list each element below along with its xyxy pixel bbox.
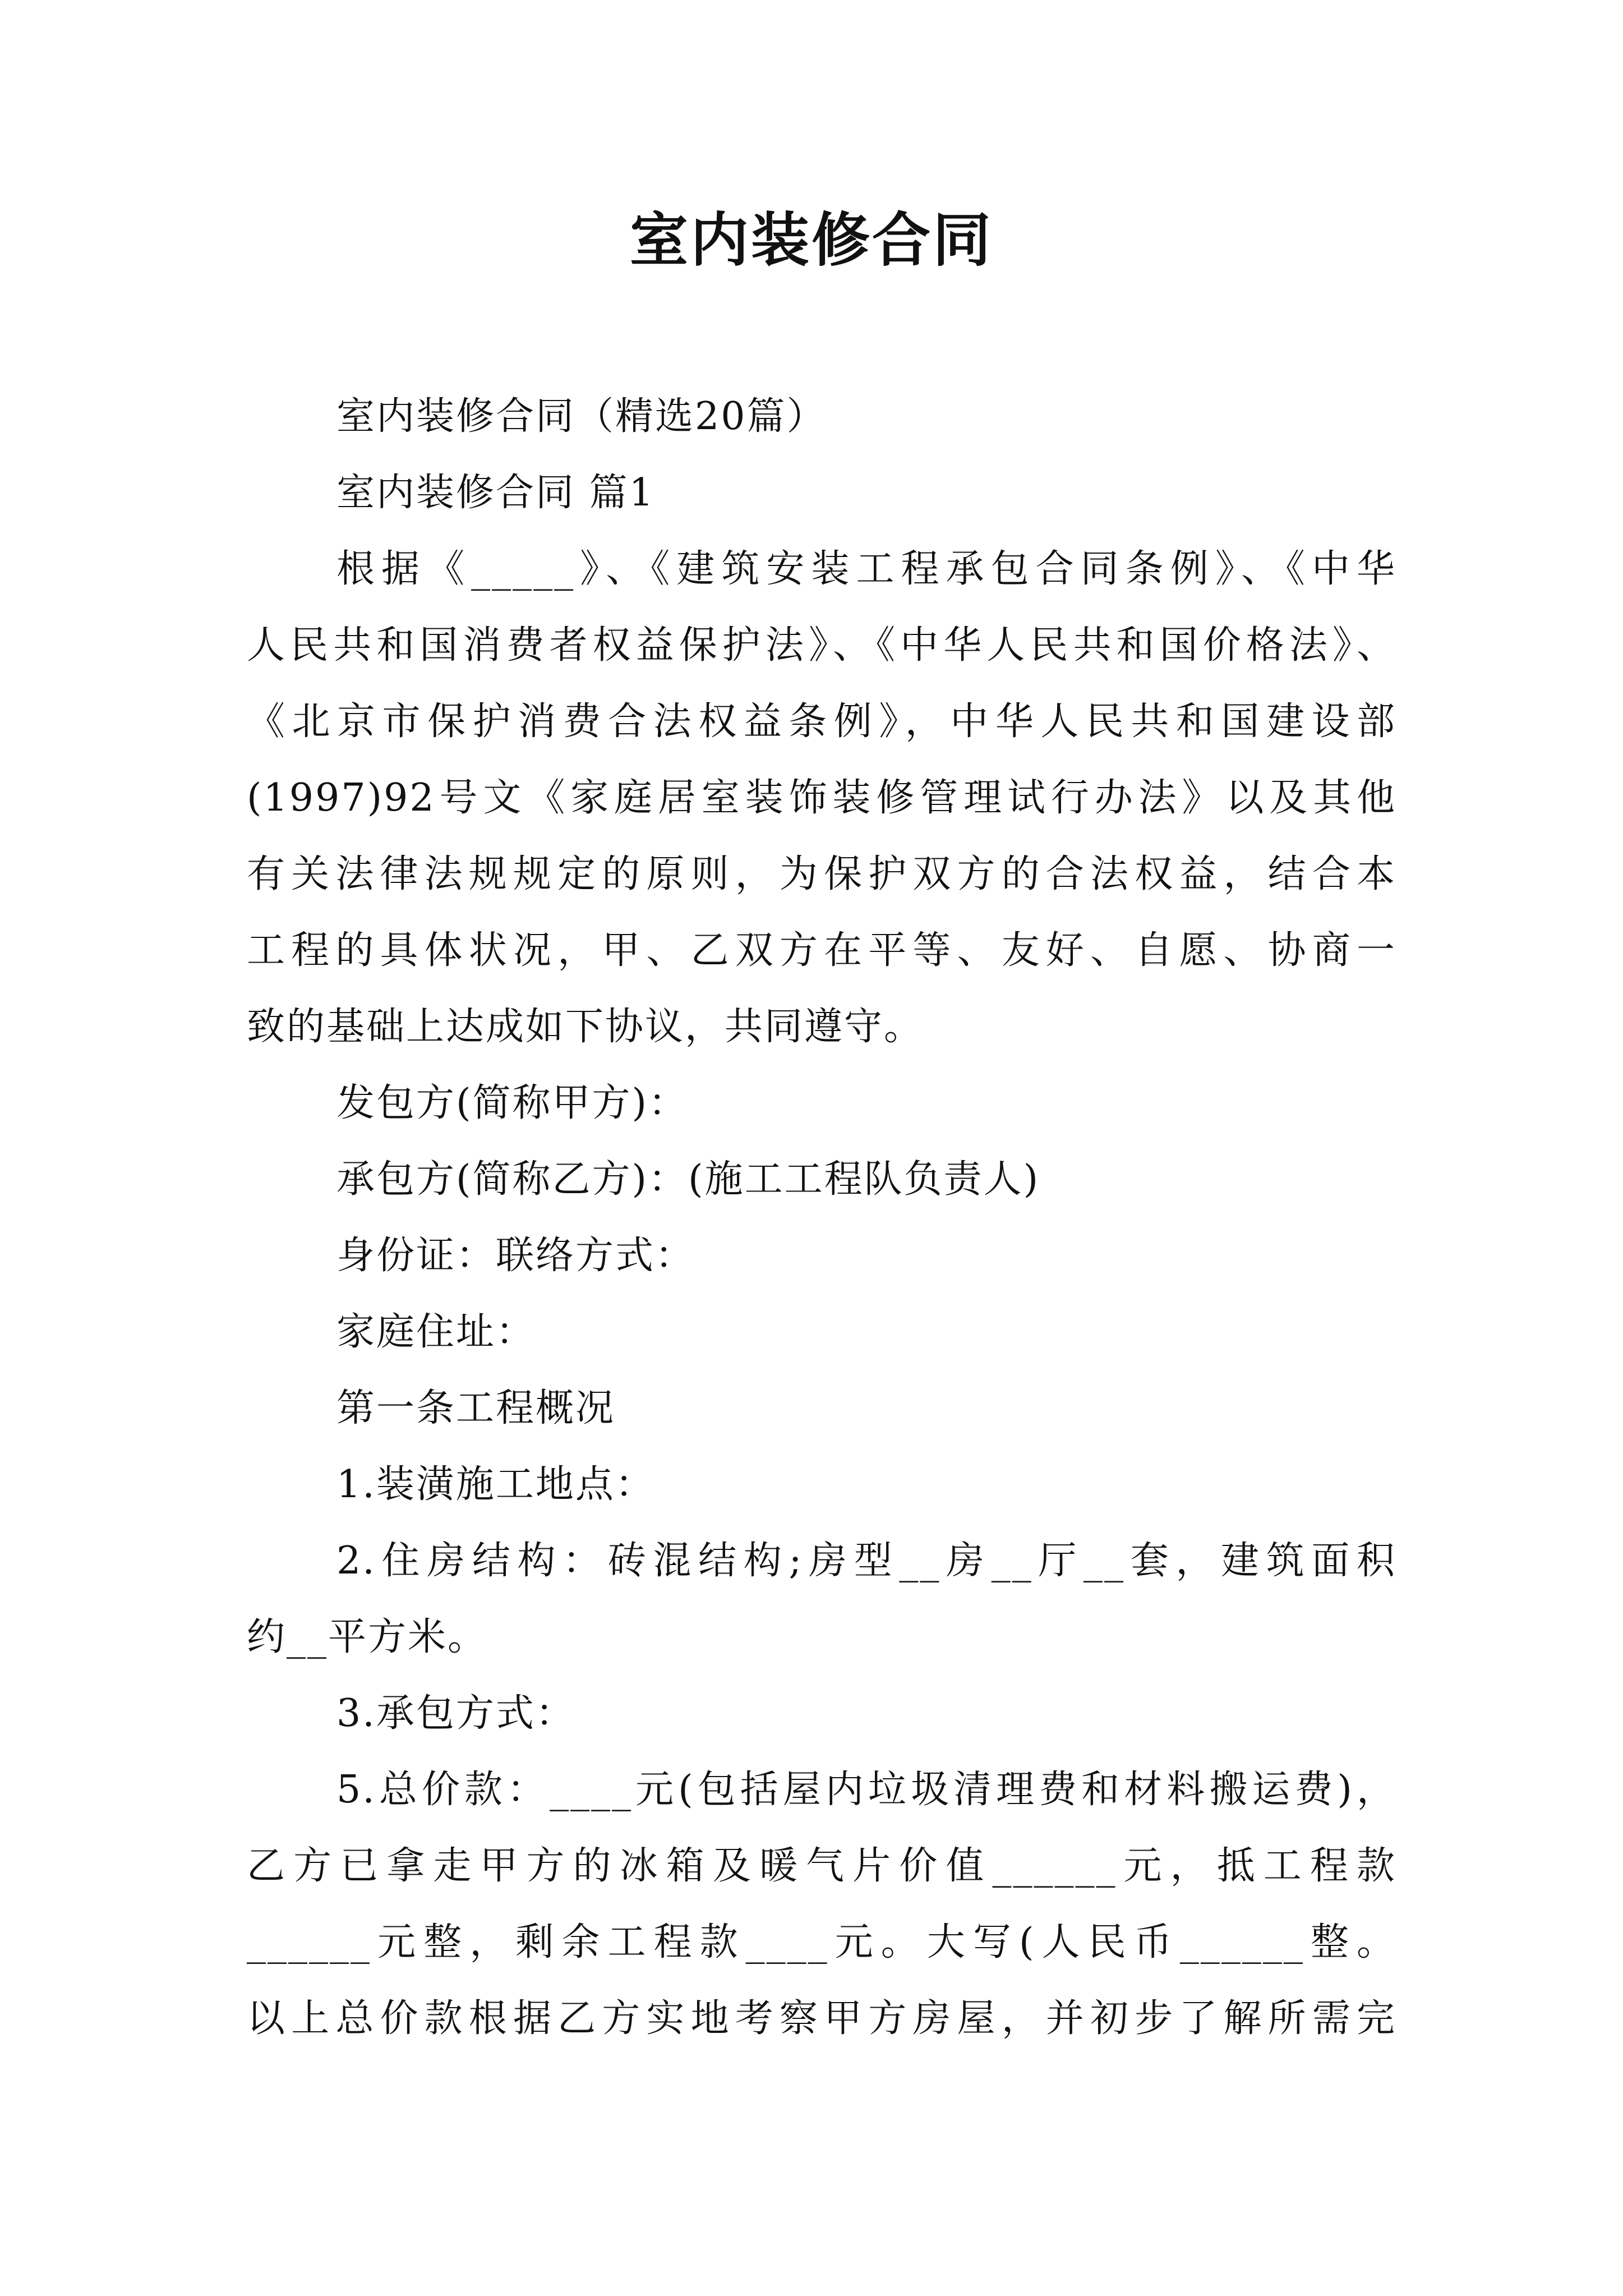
- item-line: 约__平方米。: [247, 1615, 488, 1659]
- paragraph-line: 工程的具体状况，甲、乙双方在平等、友好、自愿、协商一: [247, 928, 1396, 973]
- document-title: 室内装修合同: [629, 206, 993, 274]
- party-a-line: 发包方(简称甲方)：: [336, 1081, 689, 1125]
- party-b-line: 承包方(简称乙方)：(施工工程队负责人): [336, 1157, 1040, 1202]
- article-heading: 第一条工程概况: [336, 1386, 616, 1430]
- paragraph-line: 人民共和国消费者权益保护法》、《中华人民共和国价格法》、: [247, 623, 1396, 668]
- item-line: 3.承包方式：: [336, 1691, 575, 1736]
- paragraph-line: (1997)92号文《家庭居室装饰装修管理试行办法》以及其他: [247, 776, 1396, 820]
- item-line: 乙方已拿走甲方的冰箱及暖气片价值______元，抵工程款: [247, 1844, 1396, 1888]
- id-contact-line: 身份证：联络方式：: [336, 1234, 695, 1278]
- item-line: ______元整，剩余工程款____元。大写(人民币______整。: [247, 1920, 1396, 1964]
- paragraph-line: 有关法律法规规定的原则，为保护双方的合法权益，结合本: [247, 852, 1396, 896]
- document-body: [247, 379, 1453, 2057]
- paragraph-line: 致的基础上达成如下协议，共同遵守。: [247, 1005, 924, 1049]
- subtitle-line: 室内装修合同（精选20篇）: [336, 394, 827, 439]
- item-line: 1.装潢施工地点：: [336, 1462, 655, 1507]
- address-line: 家庭住址：: [336, 1310, 536, 1354]
- section-heading: 室内装修合同 篇1: [336, 471, 655, 515]
- item-line: 2.住房结构：砖混结构;房型__房__厅__套，建筑面积: [336, 1539, 1396, 1583]
- paragraph-line: 根据《_____》、《建筑安装工程承包合同条例》、《中华: [336, 547, 1396, 591]
- paragraph-line: 《北京市保护消费合法权益条例》，中华人民共和国建设部: [247, 700, 1396, 744]
- item-line: 5.总价款：____元(包括屋内垃圾清理费和材料搬运费)，: [336, 1768, 1396, 1812]
- item-line: 以上总价款根据乙方实地考察甲方房屋，并初步了解所需完: [247, 1996, 1396, 2041]
